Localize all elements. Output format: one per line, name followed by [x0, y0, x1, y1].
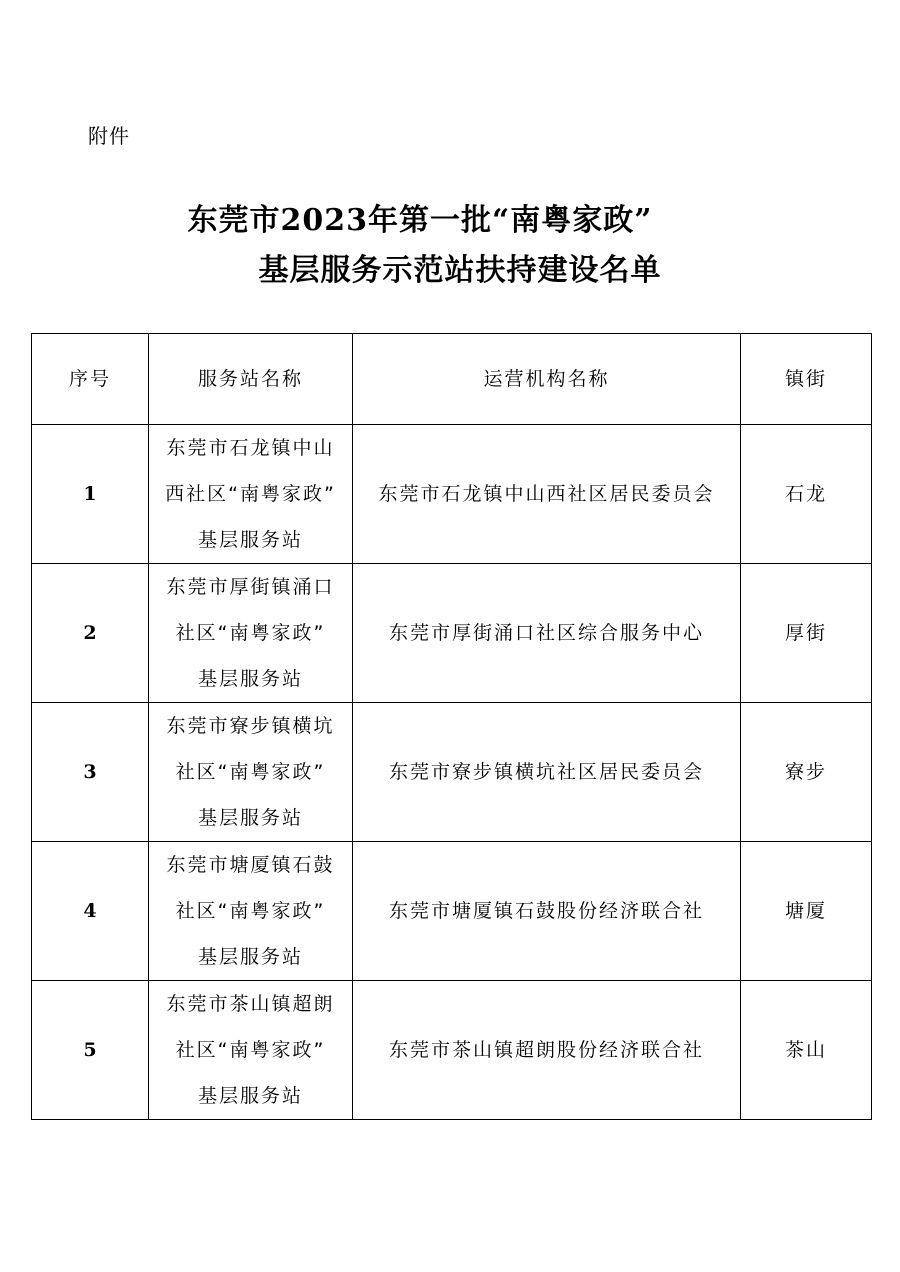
row-operator: 东莞市茶山镇超朗股份经济联合社 — [353, 981, 741, 1120]
title-line-2: 基层服务示范站扶持建设名单 — [258, 253, 662, 288]
row-town: 厚街 — [741, 564, 872, 703]
station-name-line: 东莞市厚街镇涌口 — [166, 576, 335, 598]
header-station-name: 服务站名称 — [149, 334, 353, 425]
document-title — [0, 196, 900, 296]
station-name-line: 基层服务站 — [197, 668, 303, 690]
row-town: 塘厦 — [741, 842, 872, 981]
header-town: 镇街 — [741, 334, 872, 425]
table-header-row — [32, 334, 872, 425]
row-operator: 东莞市寮步镇横坑社区居民委员会 — [353, 703, 741, 842]
row-station-name — [149, 981, 353, 1120]
row-station-name — [149, 564, 353, 703]
row-station-name — [149, 703, 353, 842]
title-line-1: 东莞市2023年第一批“南粤家政” — [187, 203, 653, 238]
station-name-line: 东莞市塘厦镇石鼓 — [166, 854, 335, 876]
row-index: 5 — [32, 981, 149, 1120]
station-name-line: 社区“南粤家政” — [175, 622, 326, 644]
header-operator: 运营机构名称 — [353, 334, 741, 425]
row-town: 茶山 — [741, 981, 872, 1120]
table-row — [32, 564, 872, 703]
station-name-line: 基层服务站 — [197, 529, 303, 551]
table-row — [32, 425, 872, 564]
row-operator: 东莞市塘厦镇石鼓股份经济联合社 — [353, 842, 741, 981]
row-station-name — [149, 425, 353, 564]
row-index: 1 — [32, 425, 149, 564]
station-name-line: 东莞市石龙镇中山 — [166, 437, 335, 459]
row-town: 寮步 — [741, 703, 872, 842]
row-index: 2 — [32, 564, 149, 703]
table-row — [32, 842, 872, 981]
station-name-line: 社区“南粤家政” — [175, 1039, 326, 1061]
attachment-label: 附件 — [88, 124, 130, 148]
table-row — [32, 703, 872, 842]
station-name-line: 社区“南粤家政” — [175, 900, 326, 922]
row-index: 4 — [32, 842, 149, 981]
station-name-line: 社区“南粤家政” — [175, 761, 326, 783]
station-name-line: 基层服务站 — [197, 807, 303, 829]
row-index: 3 — [32, 703, 149, 842]
row-town: 石龙 — [741, 425, 872, 564]
row-operator: 东莞市石龙镇中山西社区居民委员会 — [353, 425, 741, 564]
table-row — [32, 981, 872, 1120]
header-index: 序号 — [32, 334, 149, 425]
station-name-line: 东莞市茶山镇超朗 — [166, 993, 335, 1015]
row-station-name — [149, 842, 353, 981]
row-operator: 东莞市厚街涌口社区综合服务中心 — [353, 564, 741, 703]
station-table — [31, 333, 872, 1120]
station-name-line: 基层服务站 — [197, 946, 303, 968]
station-name-line: 基层服务站 — [197, 1085, 303, 1107]
station-name-line: 东莞市寮步镇横坑 — [166, 715, 335, 737]
station-name-line: 西社区“南粤家政” — [165, 483, 336, 505]
